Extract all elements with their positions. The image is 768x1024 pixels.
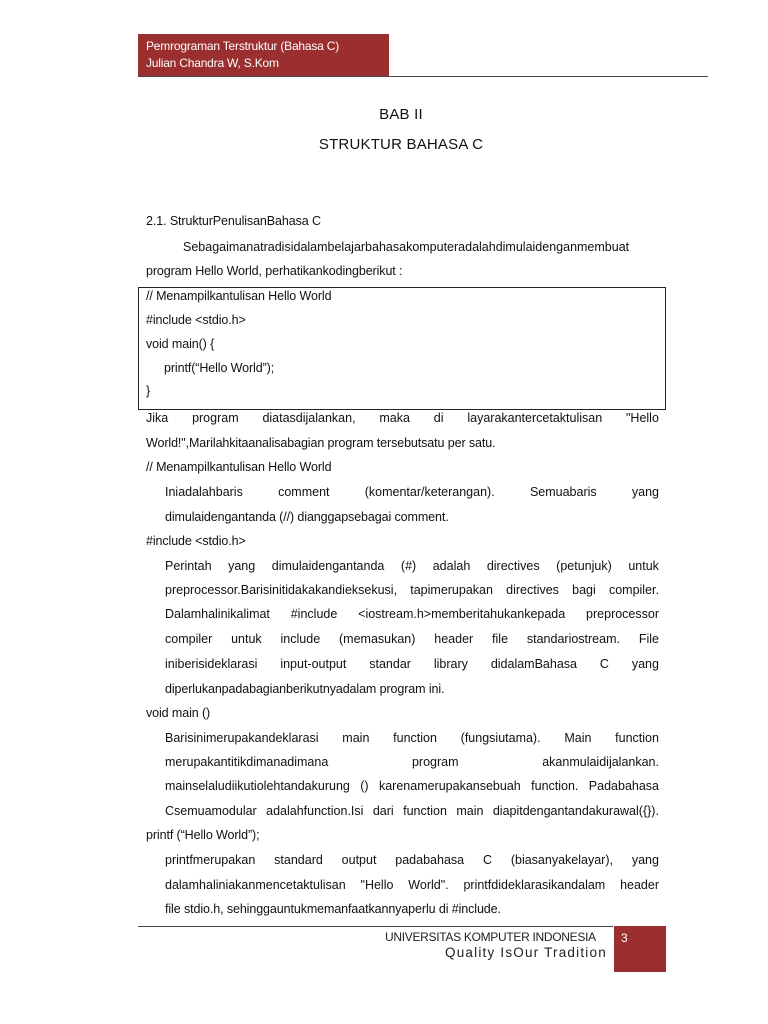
word: standar — [369, 657, 411, 671]
word: yang — [228, 559, 256, 573]
word: karenamerupakansebuah — [378, 779, 521, 793]
word: directives — [506, 583, 559, 597]
word: untuk — [628, 559, 659, 573]
item-4-line-1 — [165, 853, 659, 868]
word: main — [456, 804, 484, 818]
word: (#) — [400, 559, 417, 573]
word: C — [482, 853, 492, 867]
word: didalamBahasa — [490, 657, 577, 671]
word: (petunjuk) — [556, 559, 612, 573]
item-1-heading: // Menampilkantulisan Hello World — [146, 460, 332, 474]
word: #include — [290, 607, 338, 621]
item-4-heading: printf (“Hello World”); — [146, 828, 260, 842]
paragraph-line-1 — [146, 411, 659, 426]
chapter-subtitle: STRUKTUR BAHASA C — [318, 136, 484, 153]
item-2-line-6: diperlukanpadabagianberikutnyadalam program ini. — [165, 682, 445, 696]
word: program — [192, 411, 239, 425]
word: adalahfunction.Isi — [266, 804, 364, 818]
word: akanmulaidijalankan. — [542, 755, 659, 769]
word: comment — [278, 485, 330, 499]
word: header — [434, 632, 474, 646]
word: main — [342, 731, 370, 745]
code-block — [138, 287, 666, 410]
word: dari — [372, 804, 394, 818]
code-line-2: #include <stdio.h> — [146, 313, 246, 327]
word: header — [620, 878, 659, 892]
header-divider — [138, 76, 708, 77]
word: dimulaidengantanda — [271, 559, 385, 573]
word: Barisinimerupakandeklarasi — [165, 731, 319, 745]
word: adalah — [432, 559, 471, 573]
word: yang — [631, 853, 659, 867]
intro-line-2: program Hello World, perhatikankodingberikut : — [146, 264, 403, 278]
word: untuk — [231, 632, 262, 646]
page-number: 3 — [621, 931, 628, 945]
word: yang — [631, 657, 659, 671]
word: diatasdijalankan, — [262, 411, 356, 425]
word: diapitdengantandakurawal({}). — [492, 804, 659, 818]
word: padabahasa — [395, 853, 465, 867]
item-3-line-1 — [165, 731, 659, 746]
word: dalamhaliniakanmencetaktulisan — [165, 878, 346, 892]
word: C — [599, 657, 609, 671]
word: "Hello — [360, 878, 394, 892]
item-4-line-2 — [165, 878, 659, 893]
code-line-4: printf(“Hello World”); — [164, 361, 275, 375]
word: Perintah — [165, 559, 212, 573]
item-3-line-4 — [165, 804, 659, 819]
section-heading: 2.1. StrukturPenulisanBahasa C — [146, 214, 321, 228]
word: tapimerupakan — [410, 583, 493, 597]
word: include — [280, 632, 321, 646]
item-2-line-4 — [165, 632, 659, 647]
word: input-output — [280, 657, 347, 671]
word: function — [403, 804, 447, 818]
header-author: Julian Chandra W, S.Kom — [146, 56, 279, 70]
item-1-line-1 — [165, 485, 659, 500]
word: Padabahasa — [588, 779, 659, 793]
word: function — [393, 731, 437, 745]
word: printfmerupakan — [165, 853, 256, 867]
footer-university: UNIVERSITAS KOMPUTER INDONESIA — [385, 930, 596, 944]
word: preprocessor — [586, 607, 659, 621]
word: Csemuamodular — [165, 804, 257, 818]
word: <iostream.h>memberitahukankepada — [358, 607, 566, 621]
word: preprocessor.Barisinitidakakandieksekusi, — [165, 583, 398, 597]
word: Iniadalahbaris — [165, 485, 243, 499]
word: output — [341, 853, 377, 867]
word: di — [433, 411, 444, 425]
word: layarakantercetaktulisan — [467, 411, 603, 425]
intro-line-1 — [183, 240, 650, 255]
word: yang — [631, 485, 659, 499]
word: function — [615, 731, 659, 745]
item-3-line-2 — [165, 755, 659, 770]
word: () — [360, 779, 369, 793]
word: directives — [486, 559, 540, 573]
code-line-3: void main() { — [146, 337, 215, 351]
code-line-1: // Menampilkantulisan Hello World — [146, 289, 332, 303]
word: Main — [564, 731, 592, 745]
word: (memasukan) — [339, 632, 416, 646]
word: standariostream. — [526, 632, 620, 646]
word: (fungsiutama). — [460, 731, 541, 745]
item-3-heading: void main () — [146, 706, 211, 720]
word: function. — [531, 779, 579, 793]
word: (biasanyakelayar), — [510, 853, 613, 867]
word: Dalamhalinikalimat — [165, 607, 270, 621]
header-course: Pemrograman Terstruktur (Bahasa C) — [146, 39, 340, 53]
word: file — [492, 632, 509, 646]
word: Jika — [146, 411, 169, 425]
header-banner — [138, 34, 389, 76]
word: compiler — [165, 632, 213, 646]
item-3-line-3 — [165, 779, 659, 794]
word: program — [411, 755, 459, 769]
item-1-line-2: dimulaidengantanda (//) dianggapsebagai comment. — [165, 510, 449, 524]
word: printfdideklarasikandalam — [463, 878, 606, 892]
word: File — [638, 632, 659, 646]
word: mainselaludiikutiolehtandakurung — [165, 779, 350, 793]
word: standard — [274, 853, 323, 867]
item-2-line-3 — [165, 607, 659, 622]
word: Sebagaimanatradisidalambelajarbahasakomputeradalahdimulaidenganmembuat — [183, 240, 630, 254]
footer-tagline: Quality IsOur Tradition — [445, 945, 607, 960]
word: (komentar/keterangan). — [364, 485, 495, 499]
item-2-line-1 — [165, 559, 659, 574]
footer-divider — [138, 926, 613, 927]
word: bagi — [572, 583, 596, 597]
word: "Hello — [625, 411, 659, 425]
word: compiler. — [608, 583, 659, 597]
word: iniberisideklarasi — [165, 657, 258, 671]
word: maka — [379, 411, 410, 425]
paragraph-line-2: World!",Marilahkitaanalisabagian program tersebutsatu per satu. — [146, 436, 496, 450]
item-2-heading: #include <stdio.h> — [146, 534, 246, 548]
code-line-5: } — [146, 384, 151, 398]
item-2-line-2 — [165, 583, 659, 598]
item-2-line-5 — [165, 657, 659, 672]
word: World". — [408, 878, 449, 892]
word: Semuabaris — [529, 485, 597, 499]
word: merupakantitikdimanadimana — [165, 755, 329, 769]
chapter-title: BAB II — [379, 106, 423, 123]
item-4-line-3: file stdio.h, sehinggauntukmemanfaatkannyaperlu di #include. — [165, 902, 501, 916]
word: library — [433, 657, 468, 671]
page-number-box — [614, 926, 666, 972]
